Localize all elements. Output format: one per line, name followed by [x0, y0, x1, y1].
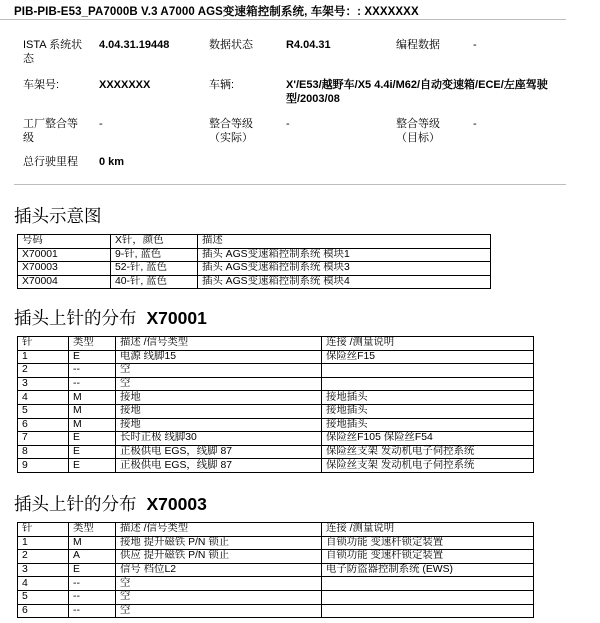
table-header-row [18, 337, 534, 351]
table-cell: -- [69, 590, 116, 604]
connector-row [18, 262, 491, 276]
table-cell: 接地插头 [322, 404, 534, 418]
table-cell: 长时正极 线脚30 [116, 432, 322, 446]
table-cell: -- [69, 577, 116, 591]
table-cell: 保险丝F15 [322, 350, 534, 364]
pin-row [18, 459, 534, 473]
pins-x70001-rows [18, 337, 534, 473]
pin-row [18, 590, 534, 604]
programming-data-label: 编程数据 [396, 39, 440, 51]
table-cell [322, 364, 534, 378]
connector-overview-table [17, 234, 491, 289]
table-cell: 保险丝支架 发动机电子伺控系统 [322, 445, 534, 459]
pins-x70003-table [17, 522, 534, 618]
pins-x70001-heading-text: 插头上针的分布 [14, 308, 137, 328]
table-cell: 52-针, 蓝色 [111, 262, 198, 276]
table-cell: 3 [18, 563, 69, 577]
pin-row [18, 391, 534, 405]
pins-x70001-table [17, 336, 534, 473]
vin-value: XXXXXXX [99, 79, 151, 91]
target-level-label: 整合等级 （目标） [396, 118, 440, 144]
table-cell: E [69, 432, 116, 446]
table-cell: X70004 [18, 275, 111, 289]
table-cell: 接地插头 [322, 391, 534, 405]
table-cell: 7 [18, 432, 69, 446]
pin-row [18, 377, 534, 391]
pins-x70003-heading-text: 插头上针的分布 [14, 494, 137, 514]
table-cell: 接地插头 [322, 418, 534, 432]
table-cell: M [69, 418, 116, 432]
column-header: 针 [18, 337, 69, 351]
table-cell [322, 377, 534, 391]
programming-data-value: - [473, 39, 477, 51]
table-cell: 空 [116, 364, 322, 378]
vehicle-value: X'/E53/越野车/X5 4.4i/M62/自动变速箱/ECE/左座驾驶型/2003/08 [286, 79, 548, 105]
table-cell: 4 [18, 577, 69, 591]
table-cell: 空 [116, 577, 322, 591]
table-cell: 保险丝支架 发动机电子伺控系统 [322, 459, 534, 473]
table-cell [322, 590, 534, 604]
table-cell: 5 [18, 590, 69, 604]
pin-row [18, 550, 534, 564]
document-title: PIB-PIB-E53_PA7000B V.3 A7000 AGS变速箱控制系统, 车架号：: XXXXXXX [14, 6, 419, 18]
column-header: 描述 /信号类型 [116, 337, 322, 351]
pin-row [18, 432, 534, 446]
table-cell: 电子防盗器控制系统 (EWS) [322, 563, 534, 577]
target-level-value: - [473, 118, 477, 130]
table-cell: 空 [116, 590, 322, 604]
pin-row [18, 364, 534, 378]
table-cell: 插头 AGS变速箱控制系统 模块3 [198, 262, 491, 276]
mileage-label: 总行驶里程 [23, 156, 78, 168]
pins-x70003-heading [14, 491, 207, 516]
info-divider [14, 184, 566, 185]
data-status-value: R4.04.31 [286, 39, 331, 51]
pin-row [18, 418, 534, 432]
connector-row [18, 275, 491, 289]
table-cell: A [69, 550, 116, 564]
table-cell: 自锁功能 变速杆锁定装置 [322, 536, 534, 550]
table-header-row [18, 523, 534, 537]
table-cell: 保险丝F105 保险丝F54 [322, 432, 534, 446]
table-cell: 9-针, 蓝色 [111, 248, 198, 262]
column-header: 针 [18, 523, 69, 537]
pins-x70003-rows [18, 523, 534, 618]
table-cell: 5 [18, 404, 69, 418]
table-cell: -- [69, 377, 116, 391]
table-cell: 接地 [116, 391, 322, 405]
table-cell: -- [69, 604, 116, 618]
data-status-label: 数据状态 [209, 39, 253, 51]
table-cell: 供应 提升磁铁 P/N 锁止 [116, 550, 322, 564]
column-header: X针，颜色 [111, 235, 198, 249]
ista-label: ISTA 系统状 态 [23, 39, 83, 65]
column-header: 连接 /测量说明 [322, 523, 534, 537]
pin-row [18, 577, 534, 591]
pins-x70003-code: X70003 [146, 494, 207, 514]
table-cell: E [69, 445, 116, 459]
column-header: 类型 [69, 523, 116, 537]
column-header: 类型 [69, 337, 116, 351]
table-cell [322, 604, 534, 618]
table-cell: 空 [116, 377, 322, 391]
table-cell: X70001 [18, 248, 111, 262]
table-cell: X70003 [18, 262, 111, 276]
table-cell: 1 [18, 536, 69, 550]
table-cell: 40-针, 蓝色 [111, 275, 198, 289]
table-cell: M [69, 404, 116, 418]
factory-level-value: - [99, 118, 103, 130]
connector-overview-rows [18, 235, 491, 289]
table-cell: 信号 档位L2 [116, 563, 322, 577]
pin-row [18, 445, 534, 459]
table-cell: -- [69, 364, 116, 378]
table-cell: 电源 线脚15 [116, 350, 322, 364]
table-cell: 4 [18, 391, 69, 405]
column-header: 描述 /信号类型 [116, 523, 322, 537]
table-cell: E [69, 459, 116, 473]
column-header: 号码 [18, 235, 111, 249]
table-cell: 接地 [116, 404, 322, 418]
table-cell: 自锁功能 变速杆锁定装置 [322, 550, 534, 564]
table-cell: 接地 提升磁铁 P/N 锁止 [116, 536, 322, 550]
table-cell: E [69, 563, 116, 577]
pin-row [18, 604, 534, 618]
pins-x70001-heading [14, 305, 207, 330]
table-cell: 6 [18, 418, 69, 432]
table-cell: 3 [18, 377, 69, 391]
pins-x70001-code: X70001 [146, 308, 207, 328]
vehicle-label: 车辆: [209, 79, 235, 91]
connector-row [18, 248, 491, 262]
factory-level-label: 工厂整合等 级 [23, 118, 78, 144]
pin-row [18, 563, 534, 577]
table-cell: 插头 AGS变速箱控制系统 模块1 [198, 248, 491, 262]
table-header-row [18, 235, 491, 249]
table-cell: 9 [18, 459, 69, 473]
table-cell: 正极供电 EGS，线脚 87 [116, 445, 322, 459]
table-cell: 2 [18, 550, 69, 564]
title-divider [0, 19, 566, 20]
pin-row [18, 350, 534, 364]
table-cell: 2 [18, 364, 69, 378]
table-cell: 空 [116, 604, 322, 618]
pin-row [18, 536, 534, 550]
table-cell: 插头 AGS变速箱控制系统 模块4 [198, 275, 491, 289]
table-cell: M [69, 391, 116, 405]
actual-level-value: - [286, 118, 290, 130]
connector-overview-heading: 插头示意图 [14, 206, 102, 226]
table-cell: 正极供电 EGS，线脚 87 [116, 459, 322, 473]
vin-label: 车架号: [23, 79, 60, 91]
column-header: 描述 [198, 235, 491, 249]
mileage-value: 0 km [99, 156, 125, 168]
table-cell [322, 577, 534, 591]
ista-value: 4.04.31.19448 [99, 39, 170, 51]
column-header: 连接 /测量说明 [322, 337, 534, 351]
table-cell: 接地 [116, 418, 322, 432]
table-cell: 1 [18, 350, 69, 364]
table-cell: E [69, 350, 116, 364]
table-cell: 8 [18, 445, 69, 459]
actual-level-label: 整合等级 （实际） [209, 118, 253, 144]
table-cell: 6 [18, 604, 69, 618]
pin-row [18, 404, 534, 418]
table-cell: M [69, 536, 116, 550]
